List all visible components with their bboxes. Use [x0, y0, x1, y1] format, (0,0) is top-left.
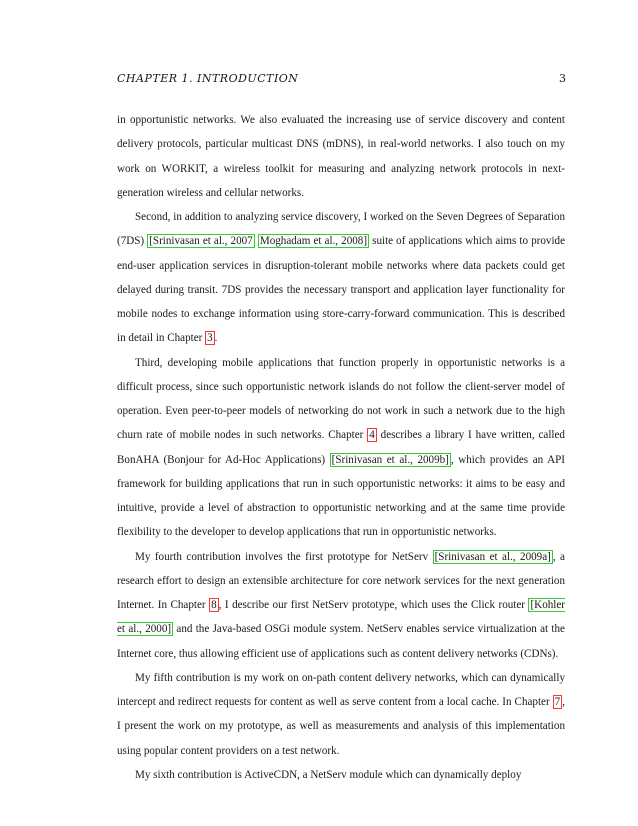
chapter-link[interactable]: 8 — [211, 599, 217, 611]
paragraph-text: My sixth contribution is ActiveCDN, a NetServ module which can dynamically deploy — [135, 768, 522, 781]
paragraph-text: Second, in addition to analyzing service discovery, I worked on the Seven Degrees of Separation (7DS) — [117, 211, 565, 248]
paragraph-6 — [117, 763, 565, 787]
paragraph-2 — [117, 205, 565, 351]
chapter-title: CHAPTER 1. INTRODUCTION — [117, 72, 299, 85]
paragraph-text: describes a library I have written, called BonAHA (Bonjour for Ad-Hoc Applications) — [117, 429, 565, 466]
paragraph-text: , a research effort to design an extensible architecture for core network services for the next generation Internet. In Chapter — [117, 550, 565, 611]
citation-link[interactable]: [Kohler et al., 2000] — [117, 599, 565, 636]
paragraph-text: , I present the work on my prototype, as well as measurements and analysis of this implementation using popular content providers on a test network. — [117, 696, 565, 757]
chapter-link[interactable]: 7 — [554, 696, 561, 708]
citation-link[interactable]: [Srinivasan et al., 2007 — [149, 235, 253, 248]
paragraph-text: . — [214, 332, 218, 345]
paragraph-text: , which provides an API framework for building applications that run in such opportunistic networks: it aims to be easy and intuitive, provide a level of abstraction to opportunistic networking and at the same time provide flexibility to the developer to develop applications that run in opportunistic networks. — [117, 453, 565, 539]
citation-link[interactable]: Moghadam et al., 2008] — [259, 235, 368, 248]
citation-link[interactable]: [Srinivasan et al., 2009b] — [331, 453, 449, 466]
body-text — [117, 108, 565, 787]
paragraph-text: My fifth contribution is my work on on-path content delivery networks, which can dynamically intercept and redirect requests for content as well as serve content from a local cache. In Chapter — [117, 671, 565, 708]
paragraph-1 — [117, 108, 565, 205]
paragraph-4 — [117, 545, 565, 666]
paragraph-text: in opportunistic networks. We also evaluated the increasing use of service discovery and content delivery protocols, particular multicast DNS (mDNS), in real-world networks. I also touch on my work on WORKIT, a wireless toolkit for measuring and analyzing network protocols in next-generation wireless and cellular networks. — [117, 114, 565, 199]
paragraph-3 — [117, 351, 565, 545]
paragraph-text: My fourth contribution involves the first prototype for NetServ — [135, 550, 433, 563]
paragraph-text: Third, developing mobile applications that function properly in opportunistic networks is a difficult process, since such opportunistic network islands do not follow the client-server model of operation. Even peer-to-peer models of networking do not work in such a network due to the high churn rate of mobile nodes in such networks. Chapter — [117, 356, 565, 442]
paragraph-5 — [117, 666, 565, 763]
paragraph-text: suite of applications which aims to provide end-user application services in disruption-tolerant mobile networks where data packets could get delayed during transit. 7DS provides the necessary transport and application layer functionality for mobile nodes to exchange information using store-carry-forward communication. This is described in detail in Chapter — [117, 235, 565, 345]
paragraph-text: , I describe our first NetServ prototype, which uses the Click router — [218, 599, 529, 611]
chapter-link[interactable]: 4 — [369, 429, 375, 442]
page-number: 3 — [559, 72, 566, 85]
running-header — [117, 72, 566, 85]
chapter-link[interactable]: 3 — [207, 332, 213, 345]
paragraph-text: and the Java-based OSGi module system. NetServ enables service virtualization at the Internet core, thus allowing efficient use of applications such as content delivery networks (CDNs). — [117, 623, 565, 660]
citation-link[interactable]: [Srinivasan et al., 2009a] — [434, 550, 551, 563]
